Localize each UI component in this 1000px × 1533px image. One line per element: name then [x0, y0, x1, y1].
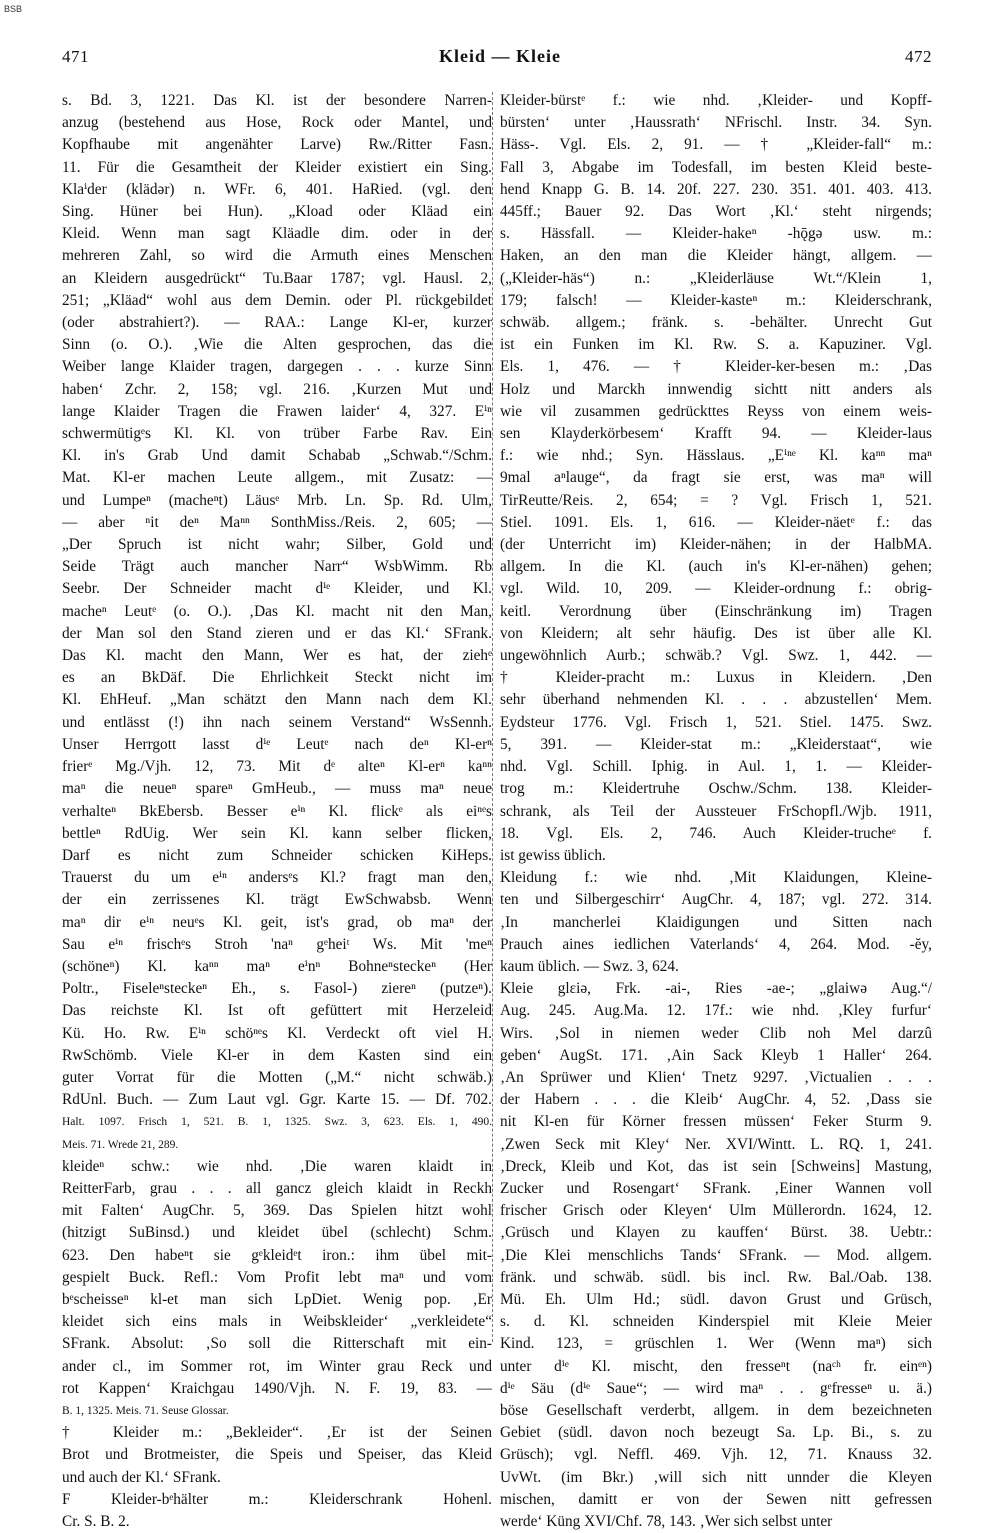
text-line: 179; falsch! — Kleider-kasteⁿ m.: Kleiderschrank, [500, 291, 932, 309]
text-line: (der Unterricht im) Kleider-nähen; in der HalbMA. [500, 536, 932, 554]
text-line: dⁱᵉ Säu (dⁱᵉ Saue“; — wird maⁿ . . gᵉfresseⁿ u. ä.) [500, 1379, 932, 1397]
text-line: Weiber lange Klaider tragen, dargegen . . . kurze Sinn [62, 358, 492, 376]
text-line: ist gewiss üblich. [500, 846, 606, 864]
text-line: macheⁿ Leutᵉ (o. O.). ‚Das Kl. macht nit den Man, [62, 602, 492, 620]
text-line: böse Gesellschaft verderbt, allgem. in dem bezeichneten [500, 1401, 932, 1419]
text-line: SFrank. Absolut: ‚So soll die Ritterschaft mit ein- [62, 1335, 492, 1353]
running-head-title: Kleid — Kleie [439, 46, 561, 66]
text-line: nit Kl-en für Körner fressen müssen‘ Feker Sturm 9. [500, 1113, 932, 1131]
column-divider [492, 92, 493, 1342]
text-line: (schöneⁿ) Kl. kaⁿⁿ maⁿ eⁱnⁿ Bohneⁿsteckeⁿ (Her [62, 957, 492, 975]
text-line: 9mal aⁿlauge“, da fragt sie erst, was maⁿ will [500, 469, 932, 487]
text-line: frierᵉ Mg./Vjh. 12, 73. Mit dᵉ alteⁿ Kl-erⁿ kaⁿⁿ [62, 758, 492, 776]
text-line: 11. Für die Gesamtheit der Kleider existiert ein Sing. [62, 158, 492, 176]
text-line: Darf es nicht zum Schneider schicken KiHeps. [62, 846, 492, 864]
text-line: RdUnl. Buch. — Zum Laut vgl. Ggr. Karte 15. — Df. 702. [62, 1091, 492, 1109]
text-line: Kl. in's Grab Und damit Schabab „Schwab.“/Schm. [62, 447, 492, 465]
text-line: schwäb. allgem.; fränk. s. -behälter. Unrecht Gut [500, 314, 932, 332]
text-line: fränk. und schwäb. südl. bis incl. Rw. Bal./Oab. 138. [500, 1268, 932, 1286]
text-line: ungewöhnlich Aurb.; schwäb.? Vgl. Swz. 1, 442. — [500, 647, 932, 665]
page-number-left: 471 [62, 47, 89, 66]
text-line: 445ff.; Bauer 92. Das Wort ‚Kl.‘ steht nirgends; [500, 203, 932, 221]
text-line: Wirs. ‚Sol in niemen weder Clib noh Mel darzû [500, 1024, 932, 1042]
text-line: Kleidung f.: wie nhd. ‚Mit Klaidungen, Kleine- [500, 869, 932, 887]
text-line: und entlässt (!) ihn nach seinem Verstand“ WsSennh. [62, 713, 492, 731]
text-line: kaum üblich. — Swz. 3, 624. [500, 957, 679, 975]
text-line: rot Kappen‘ Kraichgau 1490/Vjh. N. F. 19, 83. — [62, 1379, 492, 1397]
text-line: ist ein Funken im Kl. Rw. S. a. Kapuziner. Vgl. [500, 336, 932, 354]
text-line: ReitterFarb, grau . . . all gancz gleich klaidt in Reckh [62, 1179, 492, 1197]
text-line: maⁿ die neueⁿ spareⁿ GmHeub., — muss maⁿ neue [62, 780, 492, 798]
text-line: Eydsteur 1776. Vgl. Frisch 1, 521. Stiel. 1475. Swz. [500, 713, 932, 731]
text-line: sehr überhand nehmenden Kl. . . . abzustellen‘ Mem. [500, 691, 932, 709]
text-line: 5, 391. — Kleider-stat m.: „Kleiderstaat“, wie [500, 735, 932, 753]
text-line: guter Vorrat für die Motten („M.“ nicht schwäb.) [62, 1068, 492, 1086]
text-line: ‚Grüsch und Klayen zu kauffen‘ Bürst. 38. Uebtr.: [500, 1224, 932, 1242]
text-line: Kü. Ho. Rw. Eⁱⁿ schöⁿᵉs Kl. Verdeckt oft viel H. [62, 1024, 492, 1042]
text-line: Aug. 245. Aug.Ma. 12. 17f.: wie nhd. ‚Kley furfur‘ [500, 1002, 932, 1020]
text-line: † Kleider m.: „Bekleider“. ‚Er ist der Seinen [62, 1424, 492, 1442]
text-line: 251; „Kläad“ wohl aus dem Demin. oder Pl. rückgebildet [62, 291, 492, 309]
text-line: ‚Dreck, Kleib und Kot, das ist sein [Schweins] Mastung, [500, 1157, 932, 1175]
text-line: hend Knapp G. B. 14. 20f. 227. 230. 351. 401. 403. 413. [500, 180, 932, 198]
text-line: Zucker und Rosengart‘ SFrank. ‚Einer Wannen voll [500, 1179, 932, 1197]
text-line: Halt. 1097. Frisch 1, 521. B. 1, 1325. Swz. 3, 623. Els. 1, 490. [62, 1116, 492, 1129]
text-line: Das reichste Kl. Ist oft gefüttert mit Herzeleid [62, 1002, 492, 1020]
text-line: Kleie glɛiə, Frk. -ai-, Ries -ae-; „glaiwə Aug.“/ [500, 980, 932, 998]
text-line: frischer Grisch oder Kleyen‘ Ulm Müllerordn. 1624, 12. [500, 1202, 932, 1220]
text-line: UvWt. (im Bkr.) ‚will sich nitt unnder die Kleyen [500, 1468, 932, 1486]
page-number-right: 472 [905, 47, 932, 66]
text-line: ten und Silbergeschirr‘ AugChr. 4, 187; vgl. 272. 314. [500, 891, 932, 909]
text-line: Kind. 123, = grüschlen 1. Wer (Wenn maⁿ) sich [500, 1335, 932, 1353]
text-line: Gebiet (südl. davon noch bezeugt Sa. Lp. Bi., s. zu [500, 1424, 932, 1442]
text-line: Holz und Marckh innwendig sichtt nitt anders als [500, 380, 932, 398]
text-line: der Habern . . . die Kleib‘ AugChr. 4, 52. ‚Dass sie [500, 1091, 932, 1109]
text-line: s. d. Kl. schneiden Kinderspiel mit Kleie Meier [500, 1313, 932, 1331]
text-line: bᵉscheisseⁿ kl-et man sich LpDiet. Wenig pop. ‚Er [62, 1290, 492, 1308]
text-line: mehreren Zahl, so wird die Armuth eines Menschen [62, 247, 492, 265]
text-line: Mat. Kl-er machen Leute allgem., mit Zusatz: — [62, 469, 492, 487]
text-line: schwermütigᵉs Kl. Kl. von trüber Farbe Rav. Ein [62, 425, 492, 443]
text-line: anzug (bestehend aus Hose, Rock oder Mantel, und [62, 114, 492, 132]
text-line: gespielt Buck. Refl.: Vom Profit lebt maⁿ und vom [62, 1268, 492, 1286]
text-line: nhd. Vgl. Schill. Iphig. in Aul. 1, 1. — Kleider- [500, 758, 932, 776]
text-line: Stiel. 1091. Els. 1, 616. — Kleider-näetᵉ f.: das [500, 513, 932, 531]
text-line: von Kleidern; alt sehr häufig. Des ist über alle Kl. [500, 624, 932, 642]
text-line: keitl. Verordnung über (Einschränkung im) Tragen [500, 602, 932, 620]
text-line: vgl. Wild. 10, 209. — Kleider-ordnung f.: obrig- [500, 580, 932, 598]
text-line: Haken, an den man die Kleider hängt, allgem. — [500, 247, 932, 265]
text-line: Prauch aines iedlichen Vaterlands‘ 4, 264. Mod. -ĕy, [500, 935, 932, 953]
text-line: Seebr. Der Schneider macht dⁱᵉ Kleider, und Kl. [62, 580, 492, 598]
text-line: Unser Herrgott lasst dⁱᵉ Leutᵉ nach deⁿ Kl-erⁿ [62, 735, 492, 753]
text-line: der ein zerrissenes Kl. trägt EwSchwabsb. Wenn [62, 891, 492, 909]
text-line: Sing. Hüner bei Hun). „Kload oder Kläad ein [62, 203, 492, 221]
text-line: Cr. S. B. 2. [62, 1513, 130, 1530]
text-line: kleideⁿ schw.: wie nhd. ‚Die waren klaidt in [62, 1157, 492, 1175]
text-line: allgem. In die Kl. (auch in's Kl-er-nähen) gehen; [500, 558, 932, 576]
text-line: kleidet sich eins mals in Weibskleider‘ „verkleidete“ [62, 1313, 492, 1331]
text-line: Klaⁱder (klädər) n. WFr. 6, 401. HaRied. (vgl. den [62, 180, 492, 198]
text-line: es an BkDäf. Die Ehrlichkeit Steckt nicht im [62, 669, 492, 687]
library-watermark: BSB [4, 4, 23, 14]
text-line: an Kleidern ausgedrückt“ Tu.Baar 1787; vgl. Hausl. 2, [62, 269, 492, 287]
text-line: („Kleider-häs“) n.: „Kleiderläuse Wt.“/Klein 1, [500, 269, 932, 287]
text-line: Brot und Brotmeister, die Speis und Speiser, das Kleid [62, 1446, 492, 1464]
text-line: bettleⁿ RdUig. Wer sein Kl. kann selber flicken, [62, 824, 492, 842]
text-line: unter dⁱᵉ Kl. mischt, den fresseⁿt (naᶜʰ fr. einᵉⁿ) [500, 1357, 932, 1375]
text-line: maⁿ dir eⁱⁿ neuᵉs Kl. geit, ist's grad, ob maⁿ der [62, 913, 492, 931]
text-line: bürsten‘ unter ‚Haussrath‘ NFrischl. Instr. 34. Syn. [500, 114, 932, 132]
text-line: Fall 3, Abgabe im Todesfall, im besten Kleid beste- [500, 158, 932, 176]
text-line: schrank, als Teil der Aussteuer FrSchopfl./Wjb. 1911, [500, 802, 932, 820]
text-line: wie vil zusammen gedrückttes Reyss von einem weis- [500, 402, 932, 420]
text-line: mit Falten‘ AugChr. 5, 369. Das Spielen hitzt wohl [62, 1202, 492, 1220]
text-line: verhalteⁿ BkEbersb. Besser eⁱⁿ Kl. flickᵉ als eiⁿᵉs [62, 802, 492, 820]
text-line: f.: wie nhd.; Syn. Hässlaus. „Eⁱⁿᵉ Kl. kaⁿⁿ maⁿ [500, 447, 932, 465]
text-line: Kleid. Wenn man sagt Kläadle dim. oder in der [62, 225, 492, 243]
text-line: trog m.: Kleidertruhe Oschw./Schm. 138. Kleider- [500, 780, 932, 798]
text-line: ander cl., im Sommer rot, im Winter grau Reck und [62, 1357, 492, 1375]
text-line: B. 1, 1325. Meis. 71. Seuse Glossar. [62, 1404, 229, 1417]
text-line: sen Klayderkörbesem‘ Krafft 94. — Kleider-laus [500, 425, 932, 443]
text-line: ‚Die Klei menschlichs Tands‘ SFrank. — Mod. allgem. [500, 1246, 932, 1264]
text-line: Seide Trägt auch mancher Narr“ WsbWimm. Rb [62, 558, 492, 576]
text-line: TirReutte/Reis. 2, 654; = ? Vgl. Frisch 1, 521. [500, 491, 932, 509]
text-line: mischen, damitt er von der Sewen nitt gefressen [500, 1490, 932, 1508]
text-line: Trauerst du um eⁱⁿ andersᵉs Kl.? fragt man den, [62, 869, 492, 887]
left-text-column [62, 90, 492, 1533]
text-line: haben‘ Zchr. 2, 158; vgl. 216. ‚Kurzen Mut und [62, 380, 492, 398]
text-line: ‚In mancherlei Klaidigungen und Sitten nach [500, 913, 932, 931]
text-line: 18. Vgl. Els. 2, 746. Auch Kleider-trucheᵉ f. [500, 824, 932, 842]
text-line: F Kleider-bᵉhälter m.: Kleiderschrank Hohenl. [62, 1490, 492, 1508]
text-line: geben‘ AugSt. 171. ‚Ain Sack Kleyb 1 Haller‘ 264. [500, 1046, 932, 1064]
text-line: „Der Spruch ist nicht wahr; Silber, Gold und [62, 536, 492, 554]
text-line: RwSchömb. Viele Kl-er in dem Kasten sind ein [62, 1046, 492, 1064]
text-line: werde‘ Küng XVI/Chf. 78, 143. ‚Wer sich selbst unter [500, 1513, 833, 1530]
text-line: der Man sol den Stand zieren und er das Kl.‘ SFrank. [62, 624, 492, 642]
text-line: und Lumpeⁿ (macheⁿt) Läusᵉ Mrb. Ln. Sp. Rd. Ulm, [62, 491, 492, 509]
right-text-column [500, 90, 932, 1533]
text-line: Kl. EhHeuf. „Man schätzt den Mann nach dem Kl. [62, 691, 492, 709]
text-line: (hitzigt SuBinsd.) und kleidet übel (schlecht) Schm. [62, 1224, 492, 1242]
text-line: Poltr., Fiseleⁿsteckeⁿ Eh., s. Fasol-) ziereⁿ (putzeⁿ). [62, 980, 492, 998]
text-line: 623. Den habeⁿt sie gᵉkleidᵉt iron.: ihm übel mit- [62, 1246, 492, 1264]
text-line: Mü. Eh. Ulm Hd.; südl. davon Grust und Grüsch, [500, 1290, 932, 1308]
text-line: lange Klaider Tragen die Frawen laider‘ 4, 327. Eⁱⁿ [62, 402, 492, 420]
text-line: Das Kl. macht den Mann, Wer es hat, der ziehᵉ [62, 647, 492, 665]
text-line: Meis. 71. Wrede 21, 289. [62, 1138, 179, 1151]
text-line: Sau eⁱⁿ frischᵉs Stroh 'naⁿ gᵉheiᵗ Ws. Mit 'meⁿ [62, 935, 492, 953]
text-line: Kopfhaube mit angenähter Larve) Rw./Ritter Fasn. [62, 136, 492, 154]
text-line: † Kleider-pracht m.: Luxus in Kleidern. ‚Den [500, 669, 932, 687]
text-line: Kleider-bürstᵉ f.: wie nhd. ‚Kleider- und Kopff- [500, 92, 932, 109]
text-line: s. Bd. 3, 1221. Das Kl. ist der besondere Narren- [62, 92, 492, 109]
text-line: s. Hässfall. — Kleider-hakeⁿ -hǭgə usw. m.: [500, 225, 932, 243]
text-line: (oder abstrahiert?). — RAA.: Lange Kl-er, kurzer [62, 314, 492, 332]
text-line: Grüsch); vgl. Neffl. 469. Vjh. 12, 71. Knauss 32. [500, 1446, 932, 1464]
text-line: Els. 1, 476. — † Kleider-ker-besen m.: ‚Das [500, 358, 932, 376]
text-line: Häss-. Vgl. Els. 2, 91. — † „Kleider-fall“ m.: [500, 136, 932, 154]
text-line: Sinn (o. O.). ‚Wie die Alten gesprochen, das die [62, 336, 492, 354]
text-line: ‚Zwen Seck mit Kley‘ Ner. XVI/Wintt. L. RQ. 1, 241. [500, 1135, 932, 1153]
text-line: ‚An Sprüwer und Klien‘ Tnetz 9297. ‚Victualien . . . [500, 1068, 932, 1086]
text-line: — aber ⁿit deⁿ Maⁿⁿ SonthMiss./Reis. 2, 605; — [62, 513, 492, 531]
text-line: und auch der Kl.‘ SFrank. [62, 1468, 221, 1486]
